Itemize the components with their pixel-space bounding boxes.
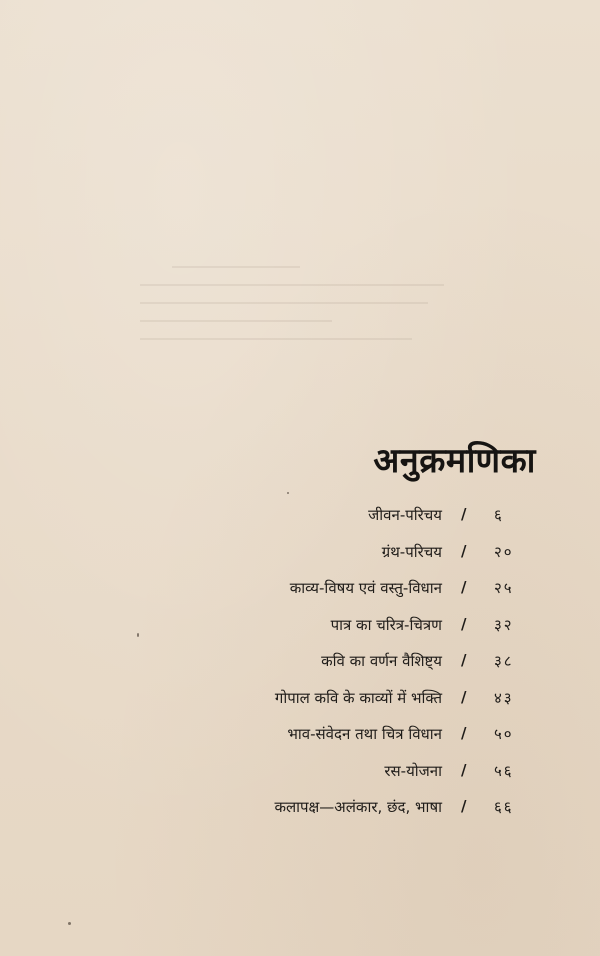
toc-entry-title: जीवन-परिचय <box>368 506 442 524</box>
toc-entry-separator: / <box>461 614 467 633</box>
toc-entry <box>0 578 600 615</box>
toc-entry-page: ६ <box>494 506 504 524</box>
toc-entry-separator: / <box>461 541 467 560</box>
toc-entry <box>0 615 600 652</box>
paper-speck <box>137 633 139 637</box>
toc-entry-separator: / <box>461 505 467 523</box>
toc-entry-page: २५ <box>494 579 514 597</box>
toc-entry-separator: / <box>461 797 467 815</box>
toc-entry <box>0 651 600 688</box>
toc-entry-separator: / <box>461 651 467 669</box>
toc-entry-separator: / <box>461 687 467 706</box>
toc-entry-page: ३२ <box>494 615 514 634</box>
toc-entry-title: भाव-संवेदन तथा चित्र विधान <box>287 725 442 743</box>
paper-speck <box>287 492 289 494</box>
toc-entry <box>0 542 600 579</box>
toc-entry-title: कलापक्ष—अलंकार, छंद, भाषा <box>274 798 442 816</box>
toc-entry <box>0 797 600 834</box>
toc-entry-separator: / <box>461 760 467 779</box>
toc-entry-page: ४३ <box>494 688 514 707</box>
toc-entry <box>0 505 600 542</box>
toc-entry-title: काव्य-विषय एवं वस्तु-विधान <box>289 579 442 597</box>
toc-entry-page: ५० <box>494 725 514 743</box>
table-of-contents <box>0 505 600 834</box>
toc-entry-title: रस-योजना <box>384 761 442 780</box>
toc-entry <box>0 761 600 798</box>
toc-entry-separator: / <box>461 724 467 742</box>
toc-entry-separator: / <box>461 578 467 596</box>
contents-heading: अनुक्रमणिका <box>373 441 536 481</box>
toc-entry-title: कवि का वर्णन वैशिष्ट्य <box>321 652 442 670</box>
toc-entry-page: ३८ <box>494 652 514 670</box>
toc-entry-title: गोपाल कवि के काव्यों में भक्ति <box>274 688 442 707</box>
toc-entry-page: ५६ <box>494 761 514 780</box>
toc-entry <box>0 724 600 761</box>
paper-speck <box>68 922 71 925</box>
toc-entry-title: पात्र का चरित्र-चित्रण <box>330 615 442 634</box>
toc-entry-title: ग्रंथ-परिचय <box>381 542 442 561</box>
toc-entry-page: २० <box>494 542 514 561</box>
toc-entry-page: ६६ <box>494 798 514 816</box>
toc-entry <box>0 688 600 725</box>
show-through-text <box>140 250 460 400</box>
